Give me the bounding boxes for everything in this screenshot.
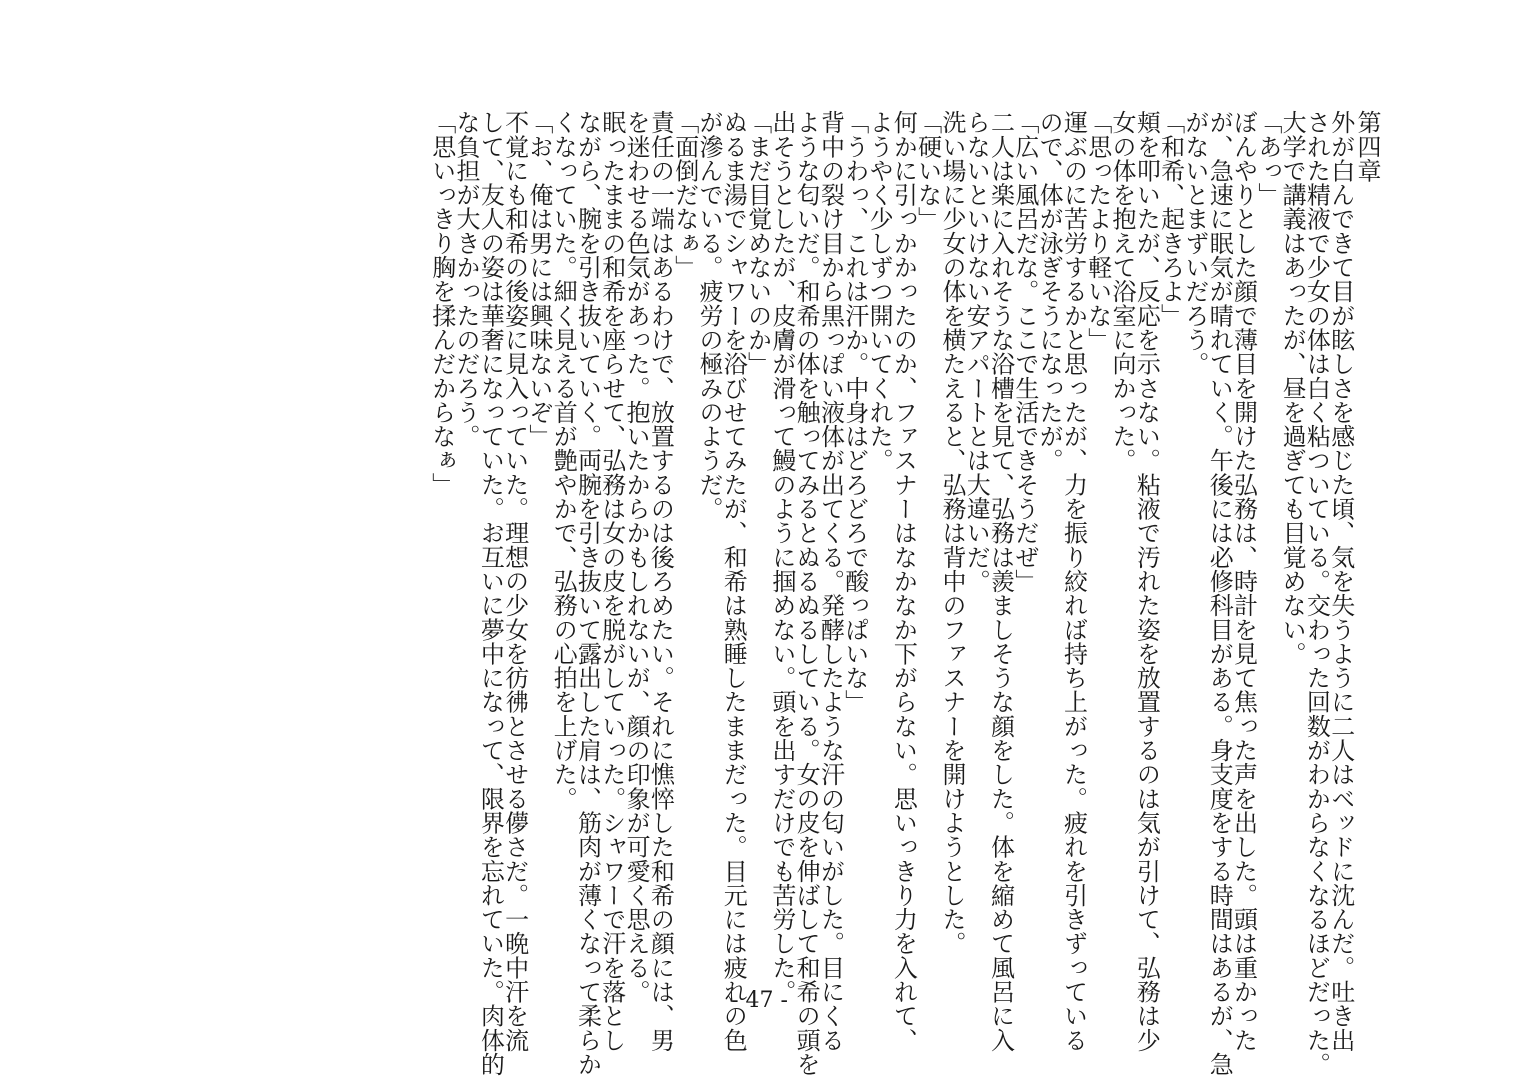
- text-line: 出そうとしたが、皮膚が滑って鰻のように掴めない。頭を出すだけでも苦労した。: [767, 110, 796, 1004]
- text-line: 「お、俺は男には興味ないぞ」: [524, 110, 553, 449]
- text-line: ので、体が泳ぎそうになったが。: [1035, 110, 1064, 473]
- text-line: くなっていた。細く見える首が艶やかで、弘務の心拍を上げた。: [549, 110, 578, 811]
- text-line: 責任の一端はあるわけで、放置するのは後ろめたい。それに憔悴した和希の顔には、男: [646, 110, 675, 1052]
- text-line: 眠ったままの和希を座らせて、弘務は女の皮を脱がしていった。シャワーで汗を落とし: [597, 110, 626, 1052]
- text-line: 「うわっ、これは汗か。中身はどろどろで酸っぱいな」: [840, 110, 869, 714]
- text-line: らないといけない安アパートとは大違いだ。: [962, 110, 991, 593]
- text-line: 運ぶのに苦労するかと思ったが、力を振り絞れば持ち上がった。疲れを引きずっている: [1059, 110, 1088, 1052]
- text-line: して、友人の姿は華奢になっていた。お互いに夢中になって、限界を忘れていた。肉体的: [476, 110, 505, 1076]
- text-line: 不覚にも和希の後姿に見入っていた。理想の少女を彷彿とさせる儚さだ。一晩中汗を流: [500, 110, 529, 1052]
- text-line: 何かに引っかかったのか、ファスナーはなかなか下がらない。思いっきり力を入れて、: [889, 110, 918, 1052]
- text-line: がないとまずいだろう。: [1180, 110, 1209, 376]
- text-line: 「面倒だなぁ」: [670, 110, 699, 280]
- text-line: 大学で講義はあったが、昼を過ぎても目覚めない。: [1278, 110, 1307, 666]
- page-number: - 47 -: [731, 988, 788, 1013]
- text-line: ぼんやりとした顔で薄目を開けた弘務は、時計を見て焦った声を出した。頭は重かった: [1229, 110, 1258, 1052]
- text-line: 「和希、起きろよ」: [1156, 110, 1185, 328]
- text-line: 二人は楽に入れそうな浴槽を見て、弘務は羨ましそうな顔をした。体を縮めて風呂に入: [986, 110, 1015, 1052]
- text-line: ようやく少しずつ開いてくれた。: [865, 110, 894, 473]
- text-line: 「思ったより軽いな」: [1083, 110, 1112, 352]
- text-line: ながら、腕を引き抜いていく。両腕を引き抜いて露出した肩は、筋肉が薄くなって柔らか: [573, 110, 602, 1076]
- text-line: 外が白んできて目が眩しさを感じた頃、気を失うように二人はベッドに沈んだ。吐き出: [1326, 110, 1355, 1052]
- chapter-title: 第四章: [1353, 110, 1381, 183]
- text-line: 頬を叩いたが、反応を示さない。粘液で汚れた姿を放置するのは気が引けて、弘務は少: [1132, 110, 1161, 1052]
- text-line: を迷わせる色気があった。抱いたからかもしれないが、顔の印象が可愛く思える。: [622, 110, 651, 1004]
- text-line: 「硬いな」: [913, 110, 942, 231]
- text-line: な負担が大きかったのだろう。: [452, 110, 481, 449]
- text-line: 「広い風呂だな。ここで生活できそうだぜ」: [1010, 110, 1039, 593]
- text-line: 背中の裂け目から黒っぽい液体が出てくる。発酵したような汗の匂いがした。目にくる: [816, 110, 845, 1052]
- text-line: 「まだ目覚めないのか」: [743, 110, 772, 376]
- text-line: された精液で少女の体は白く粘ついている。交わった回数がわからなくなるほどだった。: [1302, 110, 1331, 1076]
- text-line: ような匂いだ。和希の体を触ってみるとぬるぬるしている。女の皮を伸ばして和希の頭を: [792, 110, 821, 1076]
- text-line: が、急速に眠気が晴れていく。午後には必修科目がある。身支度をする時間はあるが、急: [1205, 110, 1234, 1076]
- text-line: 「思いっきり胸を揉んだからなぁ」: [427, 110, 456, 497]
- text-line: 「あっ」: [1253, 110, 1282, 207]
- text-line: 女の体を抱えて浴室に向かった。: [1108, 110, 1137, 473]
- text-line: が滲んでいる。疲労の極みのようだ。: [694, 110, 723, 521]
- text-line: ぬるま湯でシャワーを浴びせてみたが、和希は熟睡したままだった。目元には疲れの色: [719, 110, 748, 1052]
- text-line: 洗い場に少女の体を横たえると、弘務は背中のファスナーを開けようとした。: [937, 110, 966, 956]
